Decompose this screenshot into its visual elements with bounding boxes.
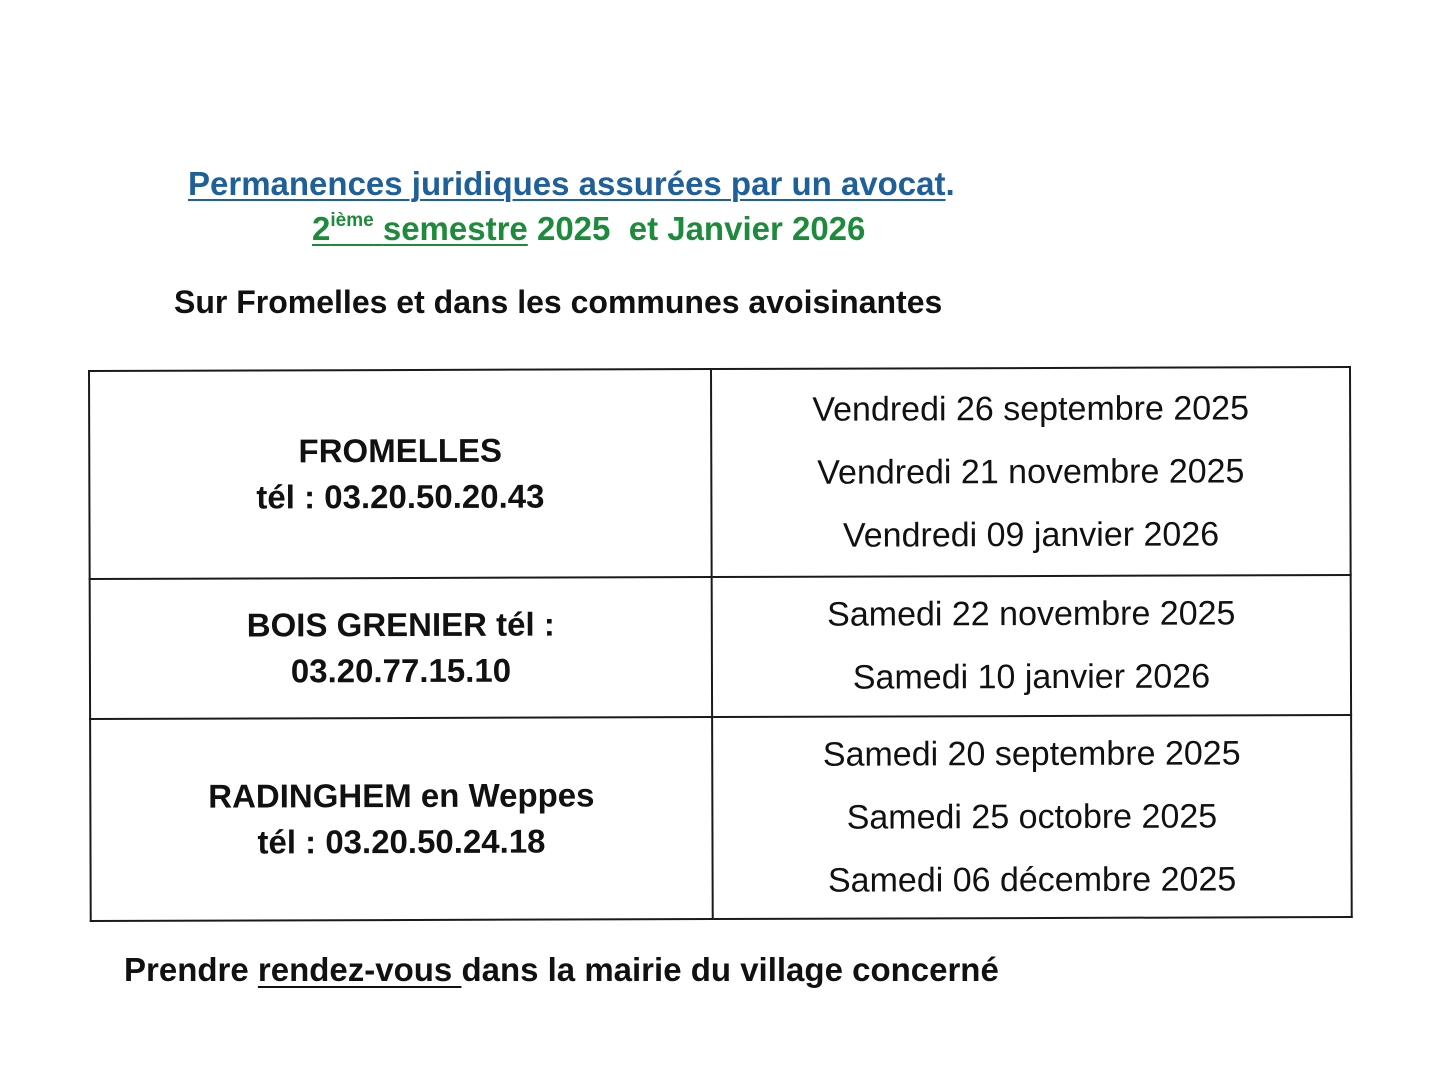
schedule-table xyxy=(88,366,1353,922)
place-name: BOIS GRENIER tél : xyxy=(246,605,555,644)
page-subtitle xyxy=(312,207,865,251)
dates-cell xyxy=(712,575,1351,717)
date-item: Samedi 10 janvier 2026 xyxy=(852,657,1211,697)
footer-before: Prendre xyxy=(124,951,258,988)
date-item: Vendredi 21 novembre 2025 xyxy=(817,451,1245,492)
place-cell xyxy=(90,717,713,921)
place-name: RADINGHEM en Weppes xyxy=(208,776,595,815)
date-item: Samedi 22 novembre 2025 xyxy=(827,594,1236,634)
date-item: Vendredi 26 septembre 2025 xyxy=(812,388,1250,429)
subtitle-period: 2025 et Janvier 2026 xyxy=(536,210,866,247)
subtitle-number: 2 xyxy=(312,210,331,247)
place-phone: tél : 03.20.50.24.18 xyxy=(257,822,546,861)
place-phone: tél : 03.20.50.20.43 xyxy=(256,477,545,516)
page-title xyxy=(188,164,955,204)
date-item: Samedi 20 septembre 2025 xyxy=(822,733,1241,774)
dates-cell xyxy=(711,367,1351,577)
place-cell xyxy=(90,577,712,719)
date-item: Vendredi 09 janvier 2026 xyxy=(842,514,1220,555)
subtitle-word: semestre xyxy=(382,210,528,247)
date-item: Samedi 06 décembre 2025 xyxy=(827,859,1237,900)
subtitle-semester xyxy=(312,210,528,247)
page-title-text: Permanences juridiques assurées par un avocat xyxy=(188,165,946,202)
place-phone: 03.20.77.15.10 xyxy=(290,651,512,690)
place-name: FROMELLES xyxy=(298,431,503,470)
subtitle-superscript: ième xyxy=(330,210,374,231)
table-row xyxy=(90,715,1352,921)
page-title-period: . xyxy=(945,165,955,202)
place-cell xyxy=(89,369,712,579)
dates-cell xyxy=(712,715,1352,919)
table-row xyxy=(90,575,1351,719)
footer-after: dans la mairie du village concerné xyxy=(461,951,999,988)
footer-underlined: rendez-vous xyxy=(257,951,462,988)
date-item: Samedi 25 octobre 2025 xyxy=(846,796,1218,837)
footer-note xyxy=(124,950,999,990)
intro-text: Sur Fromelles et dans les communes avoisinantes xyxy=(174,284,943,320)
table-row xyxy=(89,367,1351,579)
